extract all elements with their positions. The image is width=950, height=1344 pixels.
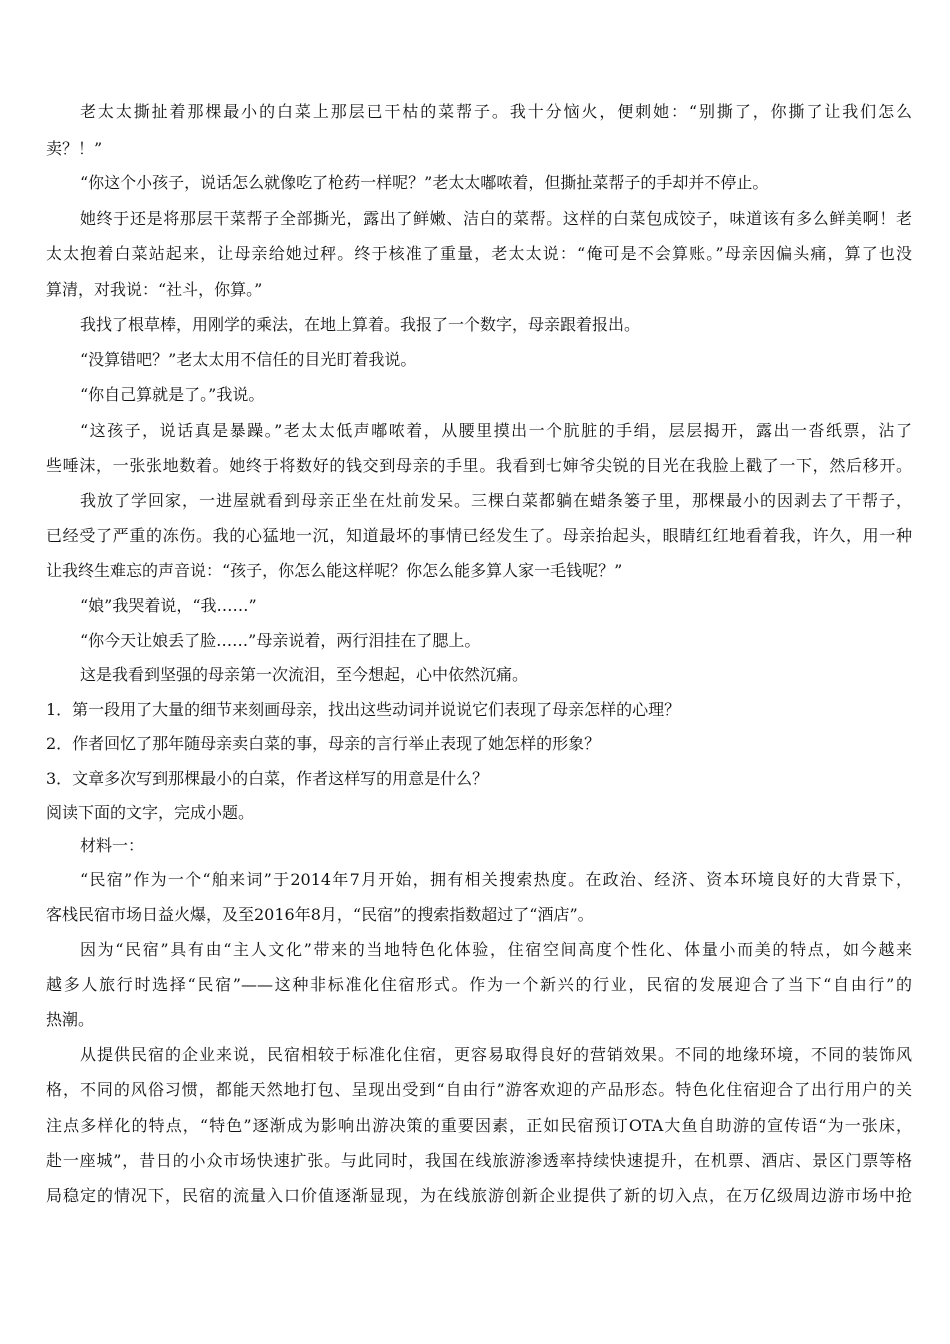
story-line: 太太抱着白菜站起来，让母亲给她过秤。终于核准了重量，老太太说：“俺可是不会算账。”母亲因偏头痛，算了也没: [46, 244, 912, 263]
story-line: 老太太撕扯着那棵最小的白菜上那层已干枯的菜帮子。我十分恼火，便刺她：“别撕了，你撕了让我们怎么: [80, 102, 912, 121]
story-line: “你今天让娘丢了脸……”母亲说着，两行泪挂在了腮上。: [80, 631, 481, 650]
material-line: 从提供民宿的企业来说，民宿相较于标准化住宿，更容易取得良好的营销效果。不同的地缘环境，不同的装饰风: [80, 1045, 912, 1064]
story-line: 我放了学回家，一进屋就看到母亲正坐在灶前发呆。三棵白菜都躺在蜡条篓子里，那棵最小的因剥去了干帮子，: [80, 491, 912, 510]
material-line: 注点多样化的特点，“特色”逐渐成为影响出游决策的重要因素，正如民宿预订OTA大鱼自助游的宣传语“为一张床，: [46, 1116, 912, 1135]
story-line: 算清，对我说：“社斗，你算。”: [46, 280, 263, 299]
story-line: 她终于还是将那层干菜帮子全部撕光，露出了鲜嫩、洁白的菜帮。这样的白菜包成饺子，味道该有多么鲜美啊！老: [80, 209, 912, 228]
story-line: 已经受了严重的冻伤。我的心猛地一沉，知道最坏的事情已经发生了。母亲抬起头，眼睛红红地看着我，许久，用一种: [46, 526, 912, 545]
question-1: 1．第一段用了大量的细节来刻画母亲，找出这些动词并说说它们表现了母亲怎样的心理？: [46, 700, 681, 719]
story-line: 让我终生难忘的声音说：“孩子，你怎么能这样呢？你怎么能多算人家一毛钱呢？”: [46, 561, 623, 580]
material-line: 因为“民宿”具有由“主人文化”带来的当地特色化体验，住宿空间高度个性化、体量小而美的特点，如今越来: [80, 940, 912, 959]
story-line: 卖？！”: [46, 139, 103, 158]
material-line: 局稳定的情况下，民宿的流量入口价值逐渐显现，为在线旅游创新企业提供了新的切入点，在万亿级周边游市场中抢: [46, 1186, 912, 1205]
story-line: 我找了根草棒，用刚学的乘法，在地上算着。我报了一个数字，母亲跟着报出。: [80, 315, 641, 334]
material-line: 热潮。: [46, 1010, 95, 1029]
story-line: 些唾沫，一张张地数着。她终于将数好的钱交到母亲的手里。我看到七婶爷尖锐的目光在我脸上戳了一下，然后移开。: [46, 456, 912, 475]
material-label: 材料一：: [80, 836, 145, 855]
material-line: 越多人旅行时选择“民宿”——这种非标准化住宿形式。作为一个新兴的行业，民宿的发展迎合了当下“自由行”的: [46, 975, 912, 994]
question-3: 3．文章多次写到那棵最小的白菜，作者这样写的用意是什么？: [46, 769, 489, 788]
material-line: 客栈民宿市场日益火爆，及至2016年8月，“民宿”的搜索指数超过了“酒店”。: [46, 905, 594, 924]
story-line: “这孩子，说话真是暴躁。”老太太低声嘟哝着，从腰里摸出一个肮脏的手绢，层层揭开，露出一沓纸票，沾了: [80, 421, 912, 440]
story-line: “娘”我哭着说，“我……”: [80, 596, 257, 615]
story-line: “你自己算就是了。”我说。: [80, 385, 265, 404]
material-line: 赴一座城”，昔日的小众市场快速扩张。与此同时，我国在线旅游渗透率持续快速提升，在机票、酒店、景区门票等格: [46, 1151, 912, 1170]
story-line: 这是我看到坚强的母亲第一次流泪，至今想起，心中依然沉痛。: [80, 665, 529, 684]
story-line: “没算错吧？”老太太用不信任的目光盯着我说。: [80, 350, 417, 369]
story-line: “你这个小孩子，说话怎么就像吃了枪药一样呢？”老太太嘟哝着，但撕扯菜帮子的手却并不停止。: [80, 173, 769, 192]
material-line: “民宿”作为一个“舶来词”于2014年7月开始，拥有相关搜索热度。在政治、经济、资本环境良好的大背景下，: [80, 870, 912, 889]
question-2: 2．作者回忆了那年随母亲卖白菜的事，母亲的言行举止表现了她怎样的形象？: [46, 734, 601, 753]
reading-instruction: 阅读下面的文字，完成小题。: [46, 803, 255, 822]
material-line: 格，不同的风俗习惯，都能天然地打包、呈现出受到“自由行”游客欢迎的产品形态。特色化住宿迎合了出行用户的关: [46, 1080, 912, 1099]
